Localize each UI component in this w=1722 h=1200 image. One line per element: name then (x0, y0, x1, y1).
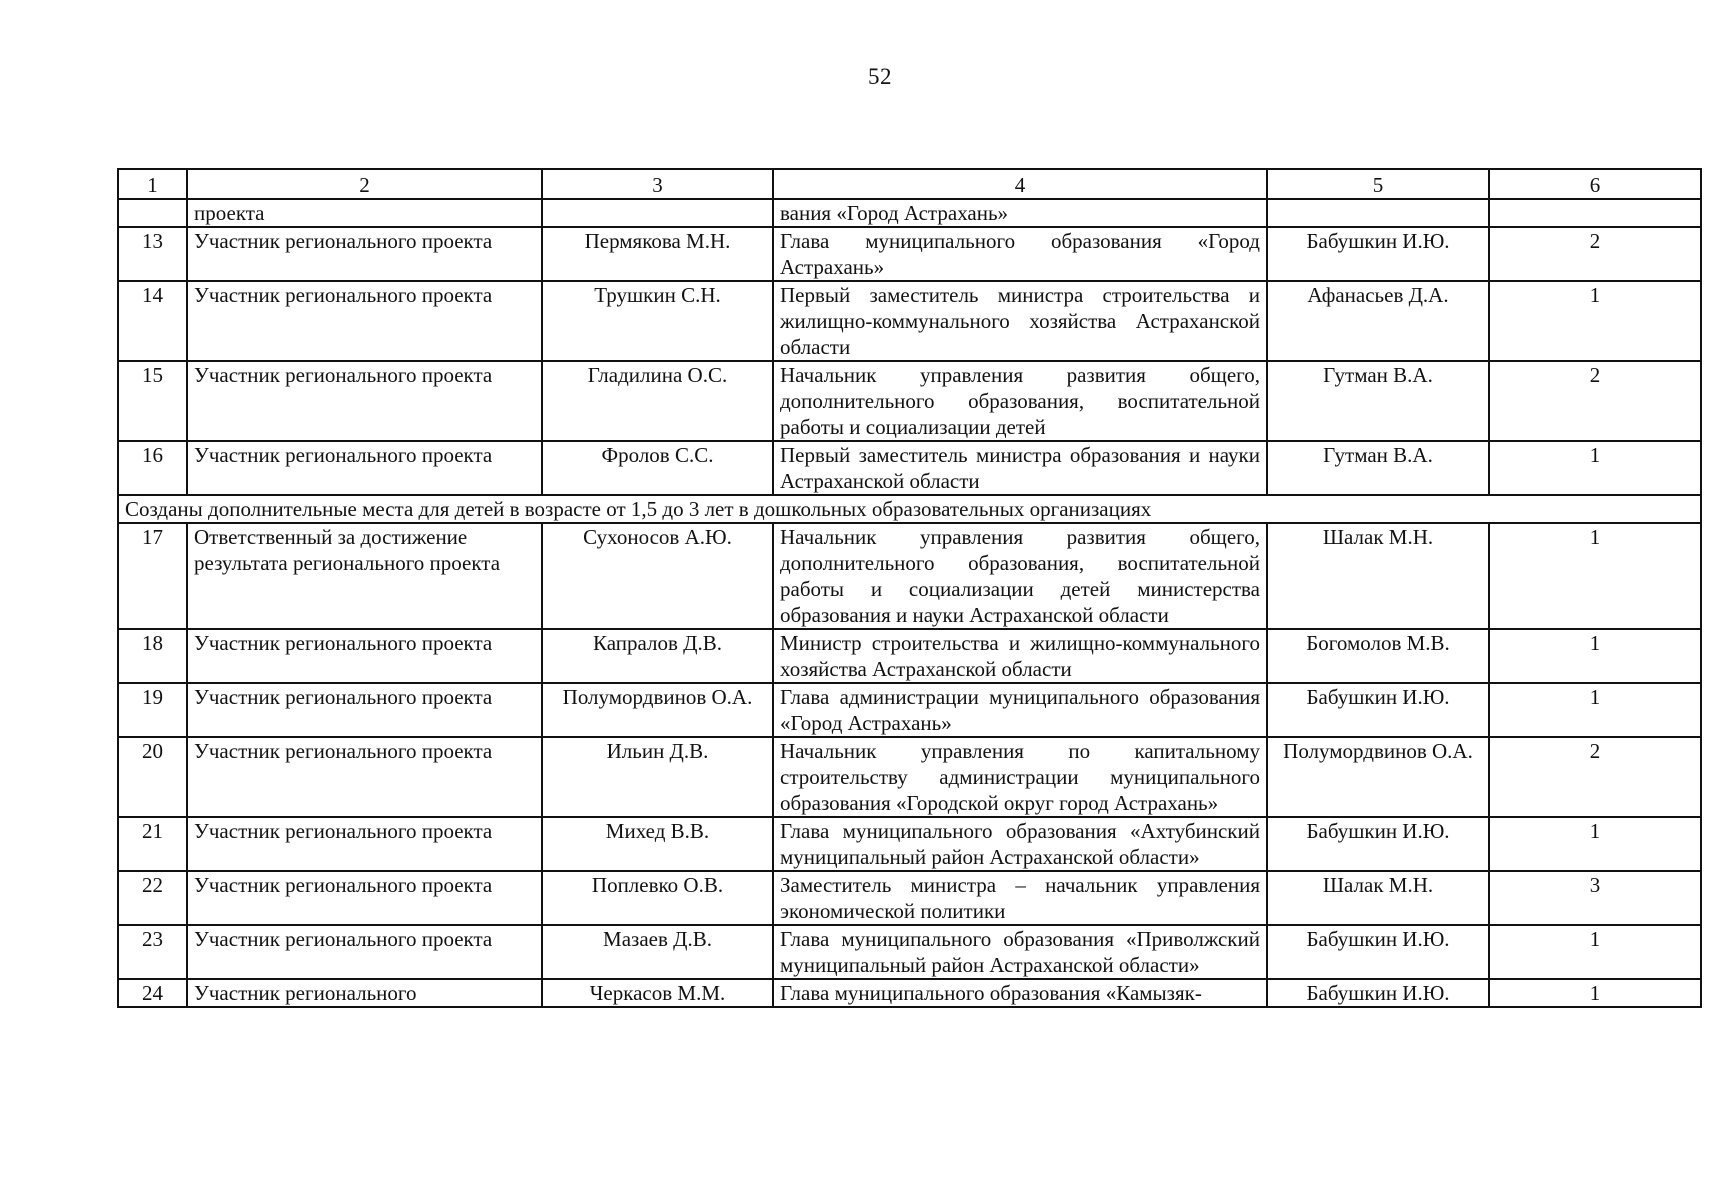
supervisor-cell: Афанасьев Д.А. (1267, 281, 1489, 361)
position-cell: Глава муниципального образования «Приволжский муниципальный район Астраханской области» (773, 925, 1267, 979)
position-cell: Первый заместитель министра строительства и жилищно-коммунального хозяйства Астраханской области (773, 281, 1267, 361)
row-number-cell: 13 (118, 227, 187, 281)
person-cell (542, 199, 773, 227)
position-cell: Начальник управления развития общего, дополнительного образования, воспитательной работы и социализации детей министерства образования и науки Астраханской области (773, 523, 1267, 629)
supervisor-cell: Шалак М.Н. (1267, 523, 1489, 629)
load-cell: 1 (1489, 925, 1701, 979)
position-cell: Начальник управления по капитальному строительству администрации муниципального образования «Городской округ город Астрахань» (773, 737, 1267, 817)
role-cell: проекта (187, 199, 542, 227)
row-number-cell (118, 199, 187, 227)
person-cell: Капралов Д.В. (542, 629, 773, 683)
row-number-cell: 24 (118, 979, 187, 1007)
role-cell: Участник регионального проекта (187, 281, 542, 361)
person-cell: Мазаев Д.В. (542, 925, 773, 979)
table-row (118, 629, 1701, 683)
supervisor-cell: Бабушкин И.Ю. (1267, 979, 1489, 1007)
load-cell: 1 (1489, 441, 1701, 495)
position-cell: Глава муниципального образования «Камызяк- (773, 979, 1267, 1007)
table-row (118, 227, 1701, 281)
row-number-cell: 14 (118, 281, 187, 361)
person-cell: Трушкин С.Н. (542, 281, 773, 361)
person-cell: Полумордвинов О.А. (542, 683, 773, 737)
person-cell: Михед В.В. (542, 817, 773, 871)
column-header: 4 (773, 169, 1267, 199)
role-cell: Участник регионального проекта (187, 361, 542, 441)
load-cell (1489, 199, 1701, 227)
table-row (118, 361, 1701, 441)
role-cell: Участник регионального проекта (187, 871, 542, 925)
load-cell: 1 (1489, 683, 1701, 737)
position-cell: вания «Город Астрахань» (773, 199, 1267, 227)
role-cell: Участник регионального проекта (187, 227, 542, 281)
supervisor-cell: Шалак М.Н. (1267, 871, 1489, 925)
load-cell: 3 (1489, 871, 1701, 925)
column-number-row (118, 169, 1701, 199)
position-cell: Глава муниципального образования «Ахтубинский муниципальный район Астраханской области» (773, 817, 1267, 871)
role-cell: Участник регионального проекта (187, 925, 542, 979)
table-row (118, 871, 1701, 925)
section-title: Созданы дополнительные места для детей в возрасте от 1,5 до 3 лет в дошкольных образовательных организациях (118, 495, 1701, 523)
table-row (118, 683, 1701, 737)
table-row (118, 817, 1701, 871)
role-cell: Участник регионального проекта (187, 629, 542, 683)
table-row (118, 523, 1701, 629)
column-header: 5 (1267, 169, 1489, 199)
page-number: 52 (868, 64, 892, 89)
table-row (118, 441, 1701, 495)
table-row (118, 925, 1701, 979)
position-cell: Министр строительства и жилищно-коммунального хозяйства Астраханской области (773, 629, 1267, 683)
load-cell: 2 (1489, 737, 1701, 817)
person-cell: Фролов С.С. (542, 441, 773, 495)
supervisor-cell: Бабушкин И.Ю. (1267, 683, 1489, 737)
row-number-cell: 15 (118, 361, 187, 441)
row-number-cell: 18 (118, 629, 187, 683)
load-cell: 1 (1489, 281, 1701, 361)
supervisor-cell: Бабушкин И.Ю. (1267, 817, 1489, 871)
row-number-cell: 19 (118, 683, 187, 737)
section-row (118, 495, 1701, 523)
role-cell: Участник регионального проекта (187, 737, 542, 817)
person-cell: Пермякова М.Н. (542, 227, 773, 281)
supervisor-cell: Бабушкин И.Ю. (1267, 925, 1489, 979)
person-cell: Черкасов М.М. (542, 979, 773, 1007)
load-cell: 1 (1489, 979, 1701, 1007)
position-cell: Начальник управления развития общего, дополнительного образования, воспитательной работы и социализации детей (773, 361, 1267, 441)
project-participants-table (117, 168, 1702, 1008)
load-cell: 2 (1489, 227, 1701, 281)
role-cell: Участник регионального проекта (187, 441, 542, 495)
supervisor-cell: Богомолов М.В. (1267, 629, 1489, 683)
supervisor-cell: Полумордвинов О.А. (1267, 737, 1489, 817)
load-cell: 1 (1489, 629, 1701, 683)
table-row (118, 737, 1701, 817)
column-header: 1 (118, 169, 187, 199)
position-cell: Глава администрации муниципального образования «Город Астрахань» (773, 683, 1267, 737)
row-number-cell: 16 (118, 441, 187, 495)
row-number-cell: 22 (118, 871, 187, 925)
row-number-cell: 21 (118, 817, 187, 871)
supervisor-cell: Гутман В.А. (1267, 361, 1489, 441)
position-cell: Первый заместитель министра образования и науки Астраханской области (773, 441, 1267, 495)
role-cell: Ответственный за достижение результата регионального проекта (187, 523, 542, 629)
row-number-cell: 17 (118, 523, 187, 629)
continuation-row (118, 199, 1701, 227)
person-cell: Гладилина О.С. (542, 361, 773, 441)
supervisor-cell: Гутман В.А. (1267, 441, 1489, 495)
role-cell: Участник регионального проекта (187, 817, 542, 871)
load-cell: 2 (1489, 361, 1701, 441)
load-cell: 1 (1489, 817, 1701, 871)
row-number-cell: 23 (118, 925, 187, 979)
role-cell: Участник регионального (187, 979, 542, 1007)
supervisor-cell (1267, 199, 1489, 227)
position-cell: Глава муниципального образования «Город Астрахань» (773, 227, 1267, 281)
person-cell: Поплевко О.В. (542, 871, 773, 925)
supervisor-cell: Бабушкин И.Ю. (1267, 227, 1489, 281)
person-cell: Ильин Д.В. (542, 737, 773, 817)
column-header: 3 (542, 169, 773, 199)
table-row (118, 979, 1701, 1007)
column-header: 6 (1489, 169, 1701, 199)
column-header: 2 (187, 169, 542, 199)
table-row (118, 281, 1701, 361)
row-number-cell: 20 (118, 737, 187, 817)
load-cell: 1 (1489, 523, 1701, 629)
role-cell: Участник регионального проекта (187, 683, 542, 737)
person-cell: Сухоносов А.Ю. (542, 523, 773, 629)
position-cell: Заместитель министра – начальник управления экономической политики (773, 871, 1267, 925)
